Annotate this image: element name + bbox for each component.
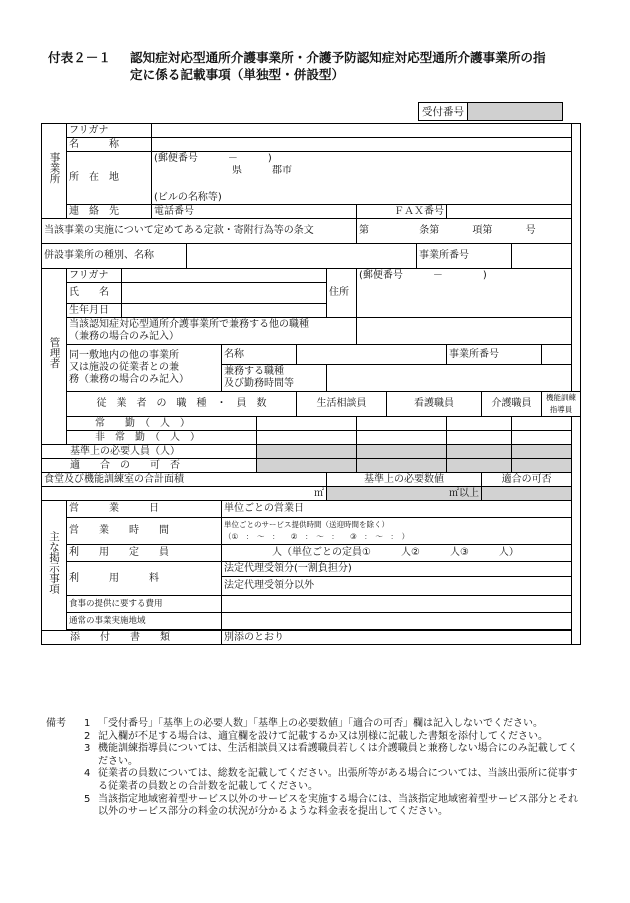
- articles-ko: 項第: [472, 225, 493, 236]
- note-item-5: [46, 794, 586, 819]
- note-text: 「受付番号」「基準上の必要人数」「基準上の必要数値」「適合の可否」欄は記入しないでください。: [98, 718, 543, 729]
- staff-row-3-c3: [512, 459, 572, 473]
- articles-go: 号: [525, 225, 536, 236]
- manager-duty-field[interactable]: [327, 365, 572, 392]
- articles-jo: 条第: [419, 225, 440, 236]
- office-building-name[interactable]: (ビルの名称等): [152, 191, 572, 205]
- office-fax-label: ＦＡＸ番号: [357, 205, 447, 219]
- office-contact-label: 連 絡 先: [67, 205, 152, 219]
- staff-row-0-label: 常 勤 （ 人 ）: [67, 417, 257, 431]
- main-capacity-field[interactable]: 人（単位ごとの定員① 人② 人③ 人）: [222, 545, 572, 562]
- document-title: [48, 49, 608, 83]
- office-name-label: 名 称: [67, 138, 152, 152]
- application-form: [41, 123, 581, 645]
- manager-furigana-field[interactable]: [122, 269, 327, 283]
- manager-address-label: 住所: [327, 269, 357, 318]
- staff-row-1-c1[interactable]: [357, 431, 447, 445]
- staff-row-2-c1: [357, 445, 447, 459]
- main-fee-field-1[interactable]: 法定代理受領分(一割負担分): [222, 562, 572, 577]
- main-business-days-value: 単位ごとの営業日: [224, 503, 305, 514]
- note-num: 1: [84, 718, 91, 729]
- office-section-text: 事業所: [48, 151, 61, 184]
- staff-row-1-c2[interactable]: [447, 431, 512, 445]
- office-tel-field[interactable]: [152, 205, 357, 219]
- staff-row-3-c0: [257, 459, 357, 473]
- note-num: 4: [84, 768, 91, 780]
- joint-office-label: 併設事業所の種別、名称: [42, 244, 187, 269]
- manager-other-job-line1: 当該認知症対応型通所介護事業所で兼務する他の職種: [69, 319, 309, 330]
- manager-other-job-field[interactable]: [357, 318, 572, 345]
- main-section-label: [42, 501, 67, 631]
- main-business-days-label: 営 業 日: [67, 501, 222, 518]
- manager-postal-code[interactable]: (郵便番号 － ): [357, 269, 572, 283]
- office-section-label: [42, 124, 67, 219]
- manager-same-site-office-no-label: 事業所番号: [447, 345, 542, 365]
- note-item-2: [46, 731, 586, 744]
- note-text: 従業者の員数については、総数を記載してください。出張所等がある場合については、当該出張所に従事する従業者の員数との合計数を記載してください。: [98, 768, 578, 792]
- main-business-days-field[interactable]: [222, 501, 572, 518]
- manager-name-field[interactable]: [122, 283, 327, 304]
- office-address-label: 所 在 地: [67, 152, 152, 205]
- manager-birth-field[interactable]: [122, 304, 327, 318]
- note-item-1: [46, 718, 586, 731]
- joint-office-number-field[interactable]: [512, 244, 572, 269]
- main-capacity-label: 利 用 定 員: [67, 545, 222, 562]
- staff-row-0-c3[interactable]: [512, 417, 572, 431]
- manager-section-label: [42, 269, 67, 445]
- manager-other-job-label: [67, 318, 357, 345]
- dining-required-label: 基準上の必要数値: [327, 473, 482, 487]
- staff-col-2: 介護職員: [482, 392, 542, 417]
- receipt-number-label: 受付番号: [419, 103, 468, 121]
- manager-same-site-label: [67, 345, 222, 392]
- manager-same-site-line3: 務（兼務の場合のみ記入）: [69, 374, 189, 385]
- staff-col-0: 生活相談員: [297, 392, 387, 417]
- main-business-hours-field[interactable]: [222, 518, 572, 545]
- main-area-label: 通常の事業実施地域: [67, 613, 222, 630]
- main-meal-fee-field[interactable]: [222, 596, 572, 613]
- staff-header: 従 業 者 の 職 種 ・ 員 数: [67, 392, 297, 417]
- staff-row-2-label: 基準上の必要人員（人）: [42, 445, 257, 459]
- staff-row-2-c2: [447, 445, 512, 459]
- note-item-4: [46, 768, 586, 793]
- staff-row-1-label: 非 常 勤 （ 人 ）: [67, 431, 257, 445]
- manager-same-site-line1: 同一敷地内の他の事業所: [69, 350, 179, 361]
- staff-row-0-c2[interactable]: [447, 417, 512, 431]
- office-fax-field[interactable]: [447, 205, 572, 219]
- note-text: 当該指定地域密着型サービス以外のサービスを実施する場合には、当該指定地域密着型サービス部分とそれ以外のサービス部分の料金の状況が分かるような料金表を提出してください。: [98, 793, 578, 818]
- form-number: 付表２－１: [48, 50, 111, 65]
- staff-col-3: 機能訓練指導員: [542, 392, 581, 417]
- staff-col-1: 看護職員: [387, 392, 482, 417]
- attachment-label: 添 付 書 類: [42, 631, 222, 645]
- main-section-text: 主な掲示事項: [48, 530, 60, 594]
- receipt-number-box: [418, 102, 563, 121]
- articles-field[interactable]: [357, 219, 572, 244]
- staff-row-0-c0[interactable]: [257, 417, 357, 431]
- dining-area-field[interactable]: [42, 487, 327, 501]
- dining-area-label: 食堂及び機能訓練室の合計面積: [42, 473, 327, 487]
- main-business-hours-label: 営 業 時 間: [67, 518, 222, 545]
- office-name-field[interactable]: [152, 138, 572, 152]
- office-prefecture[interactable]: 県 郡市: [152, 165, 572, 191]
- office-furigana-label: フリガナ: [67, 124, 152, 138]
- title-line-2: 定に係る記載事項（単独型・併設型）: [130, 67, 345, 82]
- joint-office-number-label: 事業所番号: [417, 244, 512, 269]
- manager-duty-label: [222, 365, 327, 392]
- manager-duty-line2: 及び勤務時間等: [224, 378, 295, 389]
- note-item-3: [46, 743, 586, 768]
- staff-row-0-c1[interactable]: [357, 417, 447, 431]
- manager-same-site-name-field[interactable]: [297, 345, 447, 365]
- manager-furigana-label: フリガナ: [67, 269, 122, 283]
- note-num: 5: [84, 793, 91, 805]
- manager-section-text: 管理者: [48, 337, 61, 369]
- main-fee-label: 利 用 料: [67, 562, 222, 596]
- note-num: 3: [84, 743, 91, 755]
- staff-row-2-c0: [257, 445, 357, 459]
- dining-required-unit: ㎡以上: [449, 487, 480, 499]
- staff-row-3-label: 適 合 の 可 否: [42, 459, 257, 473]
- office-postal-code[interactable]: (郵便番号 － ): [152, 152, 572, 166]
- dining-area-unit: ㎡: [314, 487, 325, 499]
- receipt-number-field[interactable]: [468, 103, 563, 121]
- main-fee-field-2[interactable]: 法定代理受領分以外: [222, 577, 572, 596]
- dining-compliance-field: [482, 487, 572, 501]
- manager-same-site-name-label: 名称: [222, 345, 297, 365]
- staff-row-3-c1: [357, 459, 447, 473]
- articles-label: 当該事業の実施について定めてある定款・寄附行為等の条文: [42, 219, 357, 244]
- dining-compliance-label: 適合の可否: [482, 473, 572, 487]
- staff-row-1-c3[interactable]: [512, 431, 572, 445]
- notes-head: 備考: [46, 718, 66, 729]
- staff-row-2-c3: [512, 445, 572, 459]
- manager-name-label: 氏 名: [67, 283, 122, 304]
- manager-address-field[interactable]: [357, 283, 572, 318]
- office-furigana-field[interactable]: [152, 124, 572, 138]
- note-num: 2: [84, 730, 91, 742]
- main-hours-line2: （① ： ～ ： ② ： ～ ： ③ ： ～ ： ）: [224, 532, 410, 541]
- manager-duty-line1: 兼務する職種: [224, 366, 285, 377]
- manager-same-site-line2: 又は施設の従業者との兼: [69, 362, 179, 373]
- note-text: 記入欄が不足する場合は、適宜欄を設けて記載するか又は別様に記載した書類を添付してください。: [98, 730, 548, 742]
- staff-row-3-c2: [447, 459, 512, 473]
- manager-birth-label: 生年月日: [67, 304, 122, 318]
- office-tel-label: 電話番号: [154, 205, 195, 217]
- joint-office-field[interactable]: [187, 244, 417, 269]
- manager-other-job-line2: （兼務の場合のみ記入）: [69, 331, 179, 342]
- main-hours-line1: 単位ごとのサービス提供時間（送迎時間を除く）: [224, 520, 390, 529]
- staff-row-1-c0[interactable]: [257, 431, 357, 445]
- articles-dai: 第: [359, 225, 370, 236]
- notes-section: [46, 718, 586, 819]
- dining-required-field: [327, 487, 482, 501]
- main-meal-fee-label: 食事の提供に要する費用: [67, 596, 222, 613]
- note-text: 機能訓練指導員については、生活相談員又は看護職員若しくは介護職員と兼務しない場合にのみ記載してください。: [98, 743, 578, 767]
- attachment-field[interactable]: 別添のとおり: [222, 631, 572, 645]
- main-area-field[interactable]: [222, 613, 572, 630]
- manager-same-site-office-no-field[interactable]: [542, 345, 572, 365]
- title-line-1: 認知症対応型通所介護事業所・介護予防認知症対応型通所介護事業所の指: [130, 50, 546, 65]
